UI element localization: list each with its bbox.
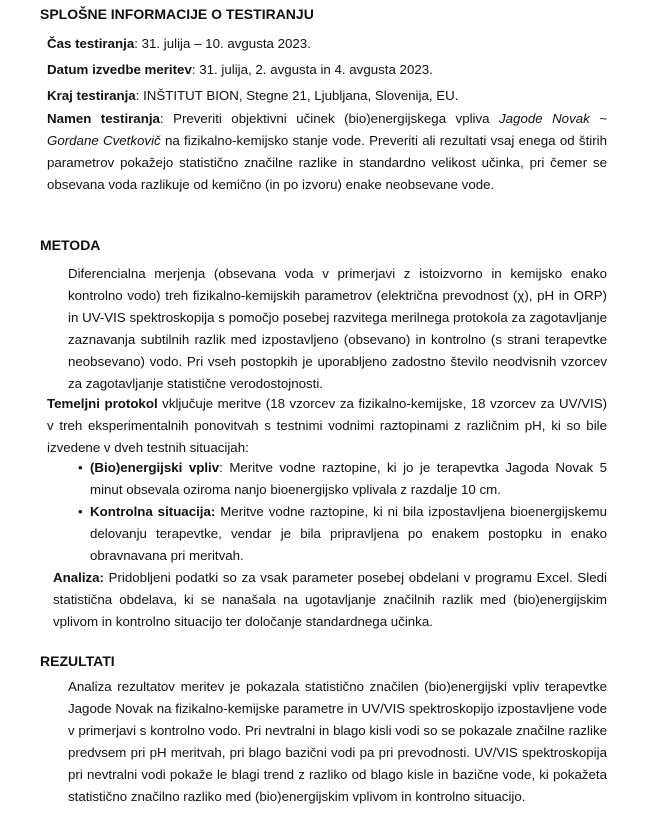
info-time xyxy=(47,33,607,55)
info-date xyxy=(47,59,607,81)
analysis-paragraph xyxy=(53,567,607,633)
info-time-label: Čas testiranja xyxy=(47,36,135,51)
bullet-text: Meritve vodne raztopine, ki ni bila izpostavljena bioenergijskemu delovanju terapevtke, vendar je bila pripravljena po enakem postopku in enako obravnavana pri meritvah. xyxy=(90,504,608,563)
info-date-label: Datum izvedbe meritev xyxy=(47,62,192,77)
info-purpose-names: Jagode Novak ~ Gordane Cvetkovič xyxy=(47,111,607,148)
analysis-text: Pridobljeni podatki so za vsak parameter posebej obdelani v programu Excel. Sledi statistična obdelava, ki se nanašala na ugotavljanje značilnih razlik med (bio)energijskim vplivom in kontrolno situacijo ter določanje standardnega učinka. xyxy=(53,570,607,629)
info-purpose xyxy=(47,108,607,196)
method-intro-paragraph: Diferencialna merjenja (obsevana voda v primerjavi z istoizvorno in kemijsko enako kontrolno vodo) treh fizikalno-kemijskih parametrov (električna prevodnost (χ), pH in ORP) in UV-VIS spektroskopija s pomočjo posebej razvitega merilnega protokola za zagotavljanje zaznavanja subtilnih razlik med izpostavljeno (obsevano) in kontrolno (s strani terapevtke neobsevano) vodo. Pri vseh postopkih je uporabljeno zadostno število neodvisnih vzorcev za zagotavljanje statistične verodostojnosti. xyxy=(68,266,607,391)
bullet-label: (Bio)energijski vpliv xyxy=(90,460,220,475)
bullet-label: Kontrolna situacija: xyxy=(90,504,216,519)
protocol-label: Temeljni protokol xyxy=(47,396,158,411)
section-heading-results: REZULTATI xyxy=(40,653,115,669)
section-heading-general: SPLOŠNE INFORMACIJE O TESTIRANJU xyxy=(40,6,314,22)
analysis-label: Analiza: xyxy=(53,570,104,585)
info-place xyxy=(47,85,607,107)
info-time-value: : 31. julija – 10. avgusta 2023. xyxy=(134,36,311,51)
info-date-value: : 31. julija, 2. avgusta in 4. avgusta 2023. xyxy=(191,62,433,77)
info-purpose-label: Namen testiranja xyxy=(47,111,160,126)
info-purpose-text-1: : Preveriti objektivni učinek (bio)energijskega vpliva xyxy=(159,111,499,126)
info-place-value: : INŠTITUT BION, Stegne 21, Ljubljana, Slovenija, EU. xyxy=(135,88,459,103)
info-purpose-text-2: na fizikalno-kemijsko stanje vode. Preveriti ali rezultati vsaj enega od štirih parametrov pokažejo statistično značilne razlike in standardno velikost učinka, pri čemer se obsevana voda razlikuje od kemično (in po izvoru) enake neobsevane vode. xyxy=(47,133,608,192)
list-item xyxy=(78,457,607,501)
protocol-paragraph xyxy=(47,393,607,459)
bullet-text: : Meritve vodne raztopine, ki jo je terapevtka Jagoda Novak 5 minut obsevala oziroma nanjo bioenergijsko vplivala z razdalje 10 cm. xyxy=(90,460,608,497)
results-paragraph: Analiza rezultatov meritev je pokazala statistično značilen (bio)energijski vpliv terapevtke Jagode Novak na fizikalno-kemijske parametre in UV/VIS spektroskopijo izpostavljene vode v primerjavi s kontrolno vodo. Pri nevtralni in blago kisli vodi so se pokazale značilne razlike predvsem pri pH meritvah, pri blago bazični vodi pa pri prevodnosti. UV/VIS spektroskopija pri nevtralni vodi pokaže le blagi trend z razliko od blago kisle in bazične vode, ki pokažeta statistično značilno razliko med (bio)energijskim vplivom in kontrolno situacijo. xyxy=(68,679,607,804)
bullet-list-1 xyxy=(78,457,607,501)
bullet-list-2 xyxy=(78,501,607,567)
protocol-text: vključuje meritve (18 vzorcev za fizikalno-kemijske, 18 vzorcev za UV/VIS) v treh eksperimentalnih ponovitvah s testnimi vodnimi raztopinami z različnim pH, ki so bile izvedene v dveh testnih situacijah: xyxy=(47,396,607,455)
list-item xyxy=(78,501,607,567)
section-heading-method: METODA xyxy=(40,237,101,253)
info-place-label: Kraj testiranja xyxy=(47,88,136,103)
